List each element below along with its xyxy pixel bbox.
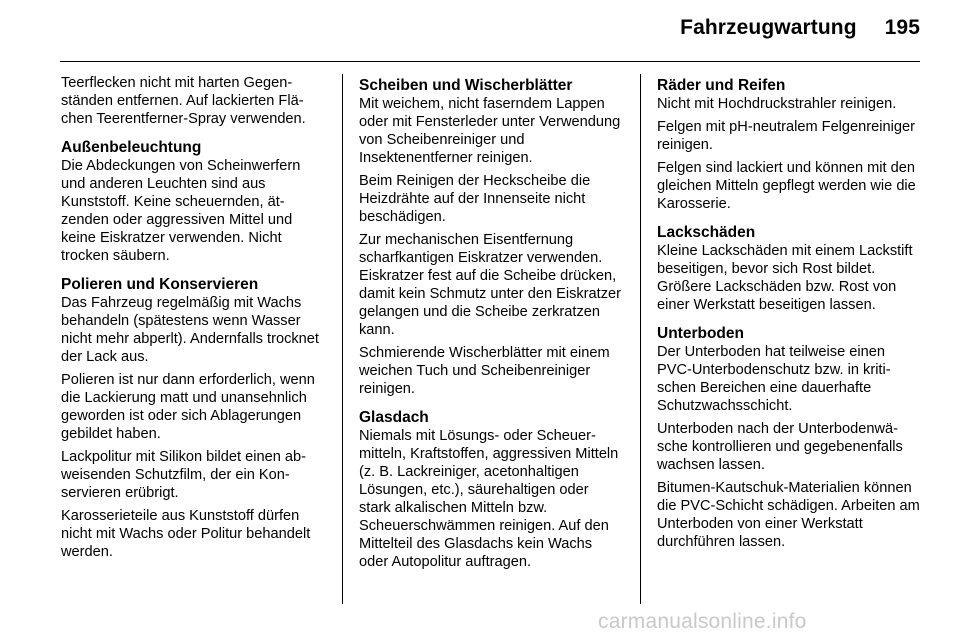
paragraph: Bitumen-Kautschuk-Materialien können die PVC-Schicht schädigen. Arbeiten am Unterboden von einer Werkstatt durchführen lassen. (657, 480, 920, 550)
paragraph: Beim Reinigen der Heckscheibe die Heizdrähte auf der Innenseite nicht beschädigen. (359, 173, 591, 225)
section-heading: Scheiben und Wischerblätter (359, 77, 573, 94)
column-divider-1 (342, 74, 343, 604)
paragraph: Nicht mit Hochdruckstrahler reinigen. (657, 96, 897, 112)
page-header (0, 16, 920, 40)
column-3 (657, 74, 922, 556)
header-rule (60, 61, 920, 62)
paragraph: Felgen sind lackiert und können mit den gleichen Mitteln gepflegt werden wie die Karosserie. (657, 160, 916, 212)
paragraph: Zur mechanischen Eisentfernung scharfkantigen Eiskratzer verwenden. Eiskratzer fest auf die Scheibe drücken, damit kein Schmutz unter den Eiskratzer gelangen und die Scheibe zerkratzen kann. (359, 232, 621, 338)
paragraph: Lackpolitur mit Silikon bildet einen abweisenden Schutzfilm, der ein Konservieren erübrigt. (61, 449, 306, 501)
section-title: Fahrzeugwartung (680, 16, 857, 39)
paragraph: Mit weichem, nicht faserndem Lappen oder mit Fensterleder unter Verwendung von Scheibenreiniger und Insektenentferner reinigen. (359, 96, 621, 166)
section-heading: Räder und Reifen (657, 77, 786, 94)
page-number: 195 (884, 16, 920, 39)
paragraph: Das Fahrzeug regelmäßig mit Wachs behandeln (spätestens wenn Wasser nicht mehr abperlt). Andernfalls trocknet der Lack aus. (61, 295, 319, 365)
paragraph: Kleine Lackschäden mit einem Lackstift beseitigen, bevor sich Rost bildet. Größere Lackschäden bzw. Rost von einer Werkstatt beseitigen lassen. (657, 243, 913, 313)
watermark: carmanualsonline.info (598, 610, 807, 633)
paragraph: Die Abdeckungen von Scheinwerfern und anderen Leuchten sind aus Kunststoff. Keine scheuernden, ätzenden oder aggressiven Mittel und keine Eiskratzer verwenden. Nicht trocken säubern. (61, 158, 301, 264)
paragraph: Felgen mit pH-neutralem Felgenreiniger reinigen. (657, 119, 915, 153)
section-heading: Außenbeleuchtung (61, 139, 202, 156)
section-heading: Glasdach (359, 409, 429, 426)
paragraph: Niemals mit Lösungs- oder Scheuermitteln, Kraftstoffen, aggressiven Mitteln (z. B. Lackreiniger, acetonhaltigen Lösungen, etc.), säurehaltigen oder stark alkalischen Mitteln bzw. Scheuerschwämmen reinigen. Auf den Mittelteil des Glasdachs kein Wachs oder Autopolitur auftragen. (359, 428, 619, 570)
column-1 (61, 74, 326, 566)
paragraph: Schmierende Wischerblätter mit einem weichen Tuch und Scheibenreiniger reinigen. (359, 345, 610, 397)
column-divider-2 (640, 74, 641, 604)
paragraph: Polieren ist nur dann erforderlich, wenn die Lackierung matt und unansehnlich geworden ist oder sich Ablagerungen gebildet haben. (61, 372, 315, 442)
column-2 (359, 74, 624, 576)
paragraph: Karosserieteile aus Kunststoff dürfen nicht mit Wachs oder Politur behandelt werden. (61, 508, 311, 560)
paragraph: Der Unterboden hat teilweise einen PVC-Unterbodenschutz bzw. in kritischen Bereichen eine dauerhafte Schutzwachsschicht. (657, 344, 891, 414)
paragraph: Teerflecken nicht mit harten Gegenständen entfernen. Auf lackierten Flächen Teerentferner-Spray verwenden. (61, 75, 306, 127)
section-heading: Polieren und Konservieren (61, 276, 259, 293)
section-heading: Unterboden (657, 325, 744, 342)
paragraph: Unterboden nach der Unterbodenwäsche kontrollieren und gegebenenfalls wachsen lassen. (657, 421, 903, 473)
section-heading: Lackschäden (657, 224, 756, 241)
